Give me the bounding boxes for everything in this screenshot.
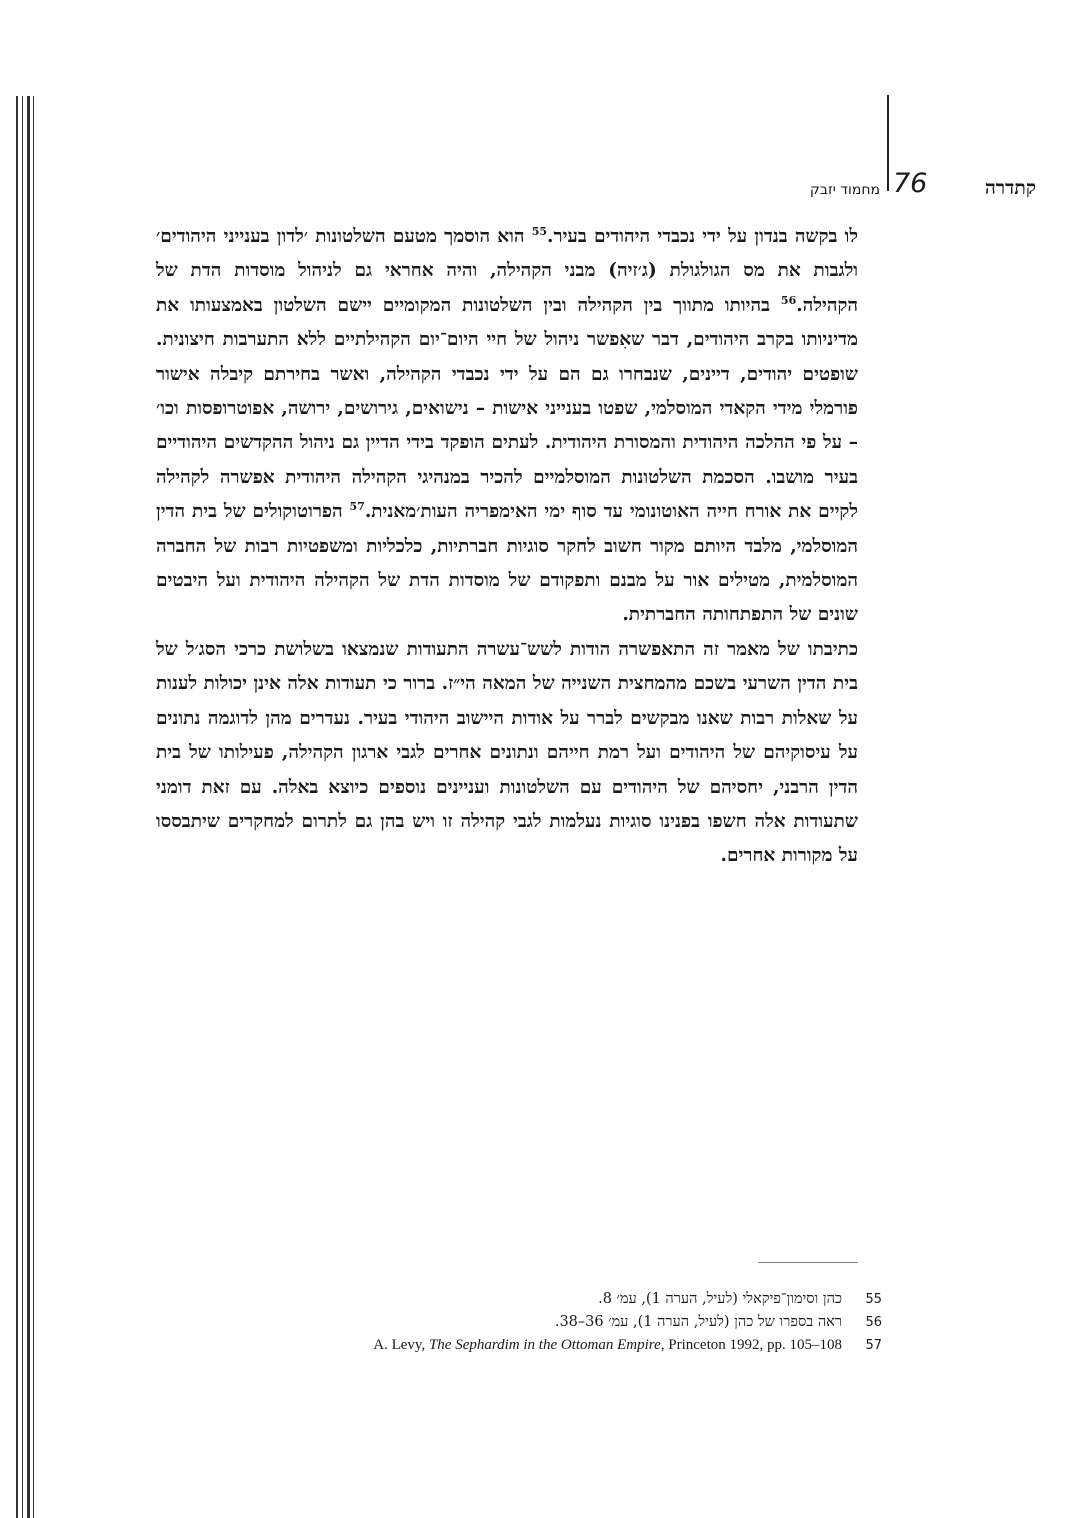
- running-author: מחמוד יזבק: [809, 182, 880, 198]
- footnote-56: [373, 1311, 882, 1334]
- journal-title: קתדרה: [984, 177, 1036, 199]
- paragraph-1-part-b: הוא הוסמך מטעם השלטונות ׳לדון בענייני היהודים׳ ולגבות את מס הגולגולת (ג׳זיה) מבני הקהילה, והיה אחראי גם לניהול מוסדות הדת של הקהילה.: [156, 226, 859, 316]
- footnote-57: [373, 1334, 882, 1357]
- footnote-number: 56: [865, 1315, 882, 1330]
- body-text: [156, 220, 858, 874]
- footnote-publication: , Princeton 1992, pp. 105–108: [660, 1337, 842, 1353]
- footnote-number: 55: [865, 1292, 882, 1307]
- paragraph-1-part-d: הפרוטוקולים של בית הדין המוסלמי, מלבד היותם מקור חשוב לחקר סוגיות חברתיות, כלכליות ומשפטיות רבות של החברה המוסלמית, מטילים אור על מבנם ותפקודם של מוסדות הדת של הקהילה היהודית ועל היבטים שונים של התפתחותה החברתית.: [156, 501, 858, 626]
- paragraph-1-part-a: לו בקשה בנדון על ידי נכבדי היהודים בעיר.: [547, 226, 858, 247]
- footnote-number: 57: [865, 1338, 882, 1353]
- paragraph-1-part-c: בהיותו מתווך בין הקהילה ובין השלטונות המקומיים יישם השלטון באמצעותו את מדיניותו בקרב היהודים, דבר שאִפשר ניהול של חיי היום־יום הקהילתיים ללא התערבות חיצונית. שופטים יהודים, דיינים, שנבחרו גם הם על ידי נכבדי הקהילה, ואשר בחירתם קיבלה אישור פורמלי מידי הקאדי המוסלמי, שפטו בענייני אישות – נישואים, גירושים, ירושה, אפוטרופסות וכו׳ – על פי ההלכה היהודית והמסורת היהודית. לעתים הופקד בידי הדיין גם ניהול ההקדשים היהודיים בעיר מושבו. הסכמת השלטונות המוסלמיים להכיר במנהיגי הקהילה היהודית אפשרה לקהילה לקיים את אורח חייה האוטונומי עד סוף ימי האימפריה העות׳מאנית.: [156, 294, 858, 523]
- footnote-rule: [758, 1262, 858, 1263]
- footnote-author: A. Levy,: [373, 1337, 429, 1353]
- header-rule: [887, 95, 889, 191]
- footnotes: [373, 1288, 882, 1357]
- footnote-55: [373, 1288, 882, 1311]
- footnote-text: כהן וסימון־פיקאלי (לעיל, הערה 1), עמ׳ 8.: [598, 1291, 842, 1307]
- footnote-ref-55[interactable]: 55: [531, 224, 548, 238]
- footnote-ref-57[interactable]: 57: [349, 500, 365, 514]
- paragraph-2: כתיבתו של מאמר זה התאפשרה הודות לשש־עשרה התעודות שנמצאו בשלושת כרכי הסג׳ל של בית הדין השרעי בשכם מהמחצית השנייה של המאה הי״ז. ברור כי תעודות אלה אינן יכולות לענות על שאלות רבות שאנו מבקשים לברר על אודות היישוב היהודי בעיר. נעדרים מהן לדוגמה נתונים על עיסוקיהם של היהודים ועל רמת חייהם ונתונים אחרים לגבי ארגון הקהילה, פעילותו של בית הדין הרבני, יחסיהם של היהודים עם השלטונות ועניינים נוספים כיוצא באלה. עם זאת דומני שתעודות אלה חשפו בפנינו סוגיות נעלמות לגבי קהילה זו ויש בהן גם לתרום למחקרים שיתבססו על מקורות אחרים.: [156, 638, 858, 867]
- page-number: 76: [893, 168, 928, 199]
- footnote-ref-56[interactable]: 56: [780, 293, 797, 307]
- footnote-text: ראה בספרו של כהן (לעיל, הערה 1), עמ׳ 36–38.: [554, 1314, 842, 1330]
- footnote-text: [373, 1334, 842, 1357]
- paragraph-1: [156, 220, 858, 633]
- footnote-book-title: The Sephardim in the Ottoman Empire: [428, 1337, 661, 1353]
- binding-edge: [0, 0, 40, 1518]
